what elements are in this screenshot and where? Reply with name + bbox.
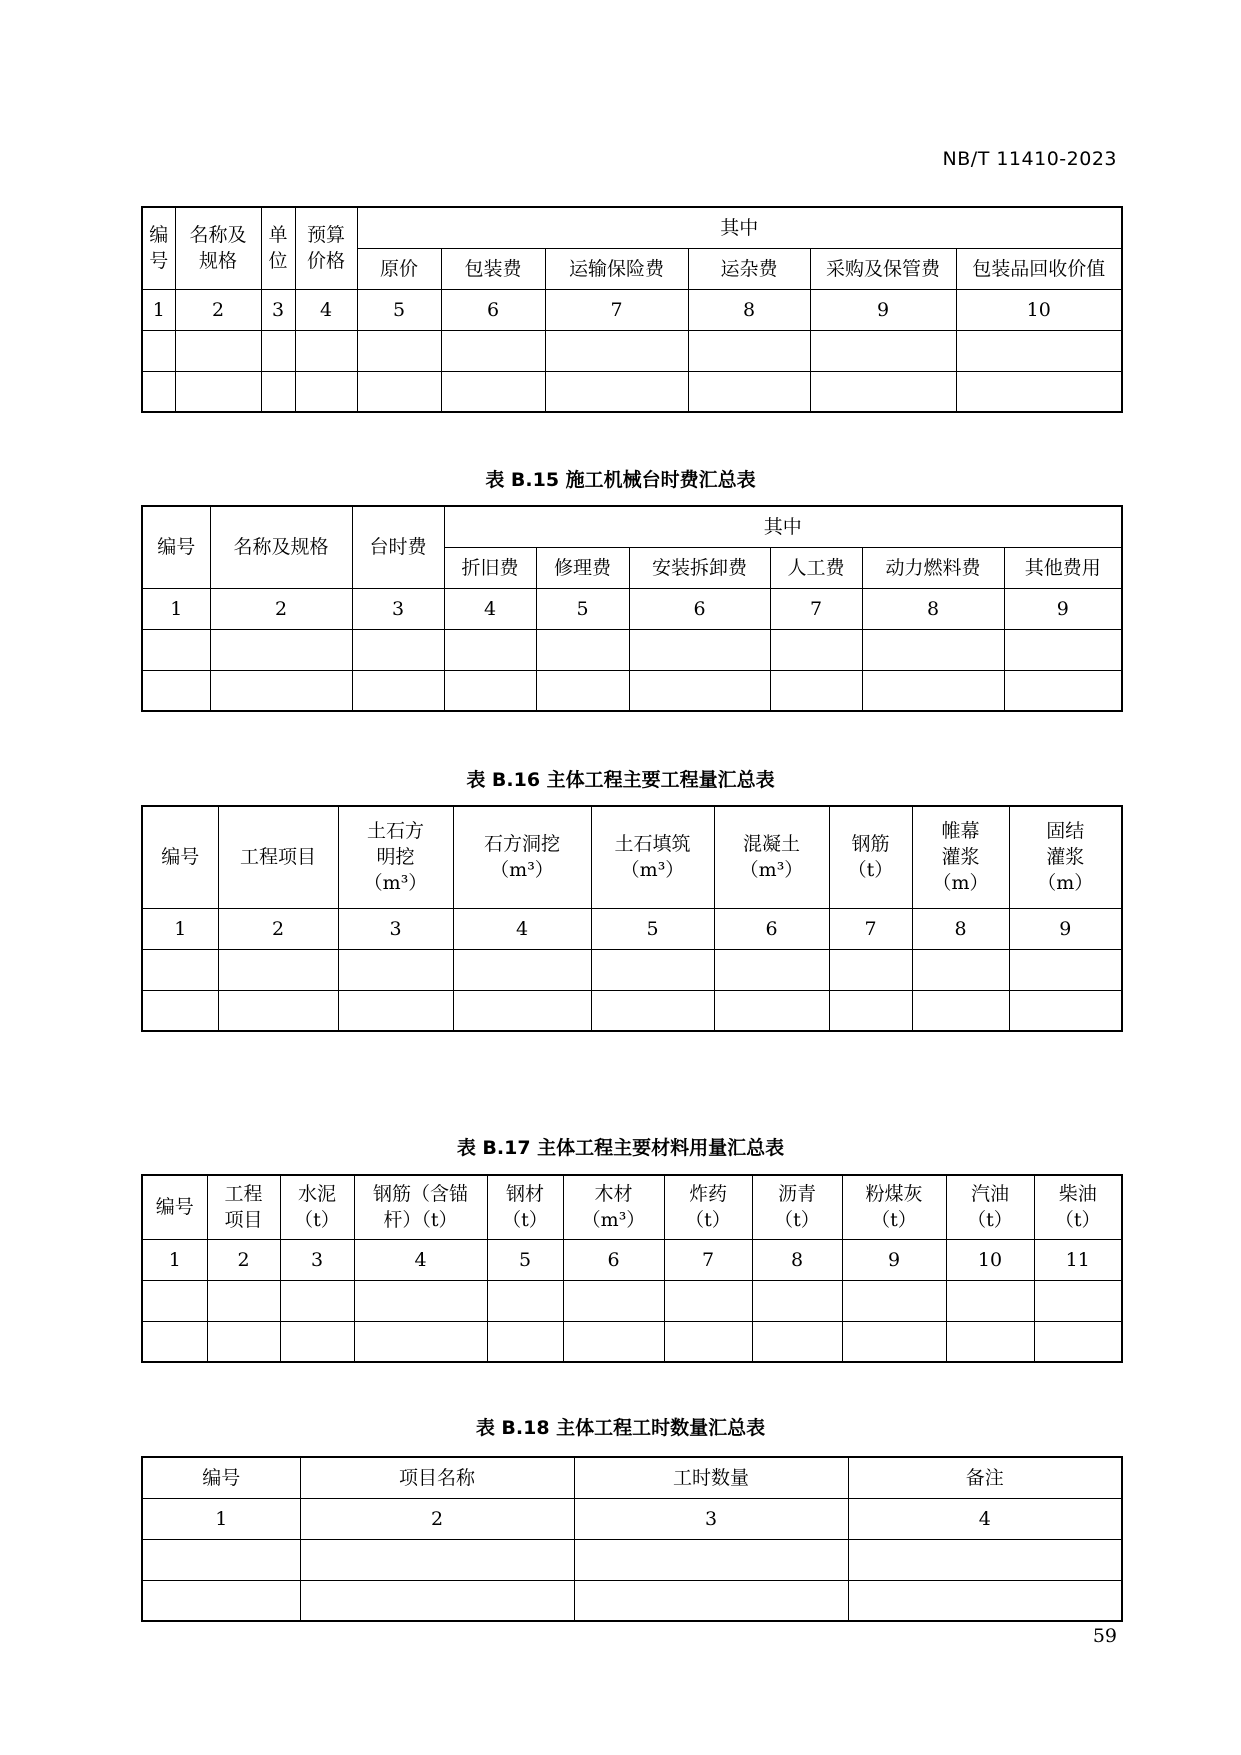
col-number: 4: [444, 588, 536, 629]
col-number: 5: [591, 908, 714, 949]
col-number: 9: [842, 1239, 946, 1280]
header-asphalt: 沥青 （t）: [752, 1175, 842, 1239]
header-no: 编号: [142, 506, 210, 588]
col-number: 6: [714, 908, 829, 949]
header-sub: 原价: [357, 248, 441, 289]
col-number: 4: [453, 908, 591, 949]
header-earth-excavation: 土石方 明挖 （m³）: [338, 806, 453, 908]
col-number: 3: [574, 1498, 848, 1539]
header-rebar-anchor: 钢筋（含锚 杆）（t）: [354, 1175, 487, 1239]
col-number: 2: [207, 1239, 280, 1280]
empty-row: [142, 330, 1122, 371]
header-concrete: 混凝土 （m³）: [714, 806, 829, 908]
col-number: 8: [912, 908, 1009, 949]
header-name-spec: 名称及规格: [210, 506, 352, 588]
empty-row: [142, 1580, 1122, 1621]
col-number: 3: [352, 588, 444, 629]
empty-row: [142, 629, 1122, 670]
header-remarks: 备注: [848, 1457, 1122, 1498]
table-b17: [141, 1174, 1123, 1363]
caption-b15: 表 B.15 施工机械台时费汇总表: [485, 469, 756, 491]
header-sub: 安装拆卸费: [629, 547, 770, 588]
col-number: 4: [848, 1498, 1122, 1539]
header-budget-price: 预算 价格: [295, 207, 357, 289]
header-gasoline: 汽油 （t）: [946, 1175, 1034, 1239]
standard-code: NB/T 11410-2023: [942, 148, 1117, 170]
col-number: 2: [175, 289, 261, 330]
header-sub: 修理费: [536, 547, 629, 588]
table-b18: [141, 1456, 1123, 1622]
header-sub: 运输保险费: [545, 248, 688, 289]
header-project: 工程 项目: [207, 1175, 280, 1239]
header-unit: 单 位: [261, 207, 295, 289]
header-sub: 采购及保管费: [810, 248, 956, 289]
table-b15: [141, 505, 1123, 712]
col-number: 3: [280, 1239, 354, 1280]
col-number: 1: [142, 588, 210, 629]
header-hourly-cost: 台时费: [352, 506, 444, 588]
col-number: 8: [688, 289, 810, 330]
header-sub: 包装费: [441, 248, 545, 289]
col-number: 1: [142, 289, 175, 330]
col-number: 4: [354, 1239, 487, 1280]
page-number: 59: [1092, 1625, 1117, 1647]
col-number: 1: [142, 1498, 300, 1539]
col-number: 1: [142, 908, 218, 949]
header-explosive: 炸药 （t）: [664, 1175, 752, 1239]
header-consolidation-grout: 固结 灌浆 （m）: [1009, 806, 1122, 908]
col-number: 7: [545, 289, 688, 330]
col-number: 7: [664, 1239, 752, 1280]
empty-row: [142, 1280, 1122, 1321]
number-row: [142, 1498, 1122, 1539]
caption-b18: 表 B.18 主体工程工时数量汇总表: [475, 1417, 766, 1439]
col-number: 6: [629, 588, 770, 629]
col-number: 10: [946, 1239, 1034, 1280]
empty-row: [142, 949, 1122, 990]
header-name-spec: 名称及 规格: [175, 207, 261, 289]
number-row: [142, 908, 1122, 949]
header-no: 编号: [142, 1175, 207, 1239]
col-number: 4: [295, 289, 357, 330]
col-number: 9: [1009, 908, 1122, 949]
empty-row: [142, 1321, 1122, 1362]
header-fill: 土石填筑 （m³）: [591, 806, 714, 908]
col-number: 11: [1034, 1239, 1122, 1280]
col-number: 5: [357, 289, 441, 330]
header-no: 编号: [142, 1457, 300, 1498]
empty-row: [142, 371, 1122, 412]
header-rebar: 钢筋 （t）: [829, 806, 912, 908]
empty-row: [142, 990, 1122, 1031]
col-number: 8: [752, 1239, 842, 1280]
header-group: 其中: [444, 506, 1122, 547]
table-b16: [141, 805, 1123, 1032]
header-no: 编号: [142, 806, 218, 908]
col-number: 3: [338, 908, 453, 949]
header-group: 其中: [357, 207, 1122, 248]
col-number: 10: [956, 289, 1122, 330]
header-sub: 其他费用: [1004, 547, 1122, 588]
col-number: 9: [1004, 588, 1122, 629]
col-number: 2: [210, 588, 352, 629]
header-no: 编 号: [142, 207, 175, 289]
table-b14: [141, 206, 1123, 413]
header-project: 工程项目: [218, 806, 338, 908]
header-fly-ash: 粉煤灰 （t）: [842, 1175, 946, 1239]
header-sub: 包装品回收价值: [956, 248, 1122, 289]
header-item-name: 项目名称: [300, 1457, 574, 1498]
header-steel: 钢材 （t）: [487, 1175, 563, 1239]
empty-row: [142, 1539, 1122, 1580]
header-cement: 水泥 （t）: [280, 1175, 354, 1239]
number-row: [142, 588, 1122, 629]
col-number: 2: [218, 908, 338, 949]
header-rock-tunnel: 石方洞挖 （m³）: [453, 806, 591, 908]
header-sub: 运杂费: [688, 248, 810, 289]
header-sub: 动力燃料费: [862, 547, 1004, 588]
number-row: [142, 289, 1122, 330]
col-number: 2: [300, 1498, 574, 1539]
col-number: 7: [829, 908, 912, 949]
col-number: 9: [810, 289, 956, 330]
col-number: 6: [563, 1239, 664, 1280]
col-number: 6: [441, 289, 545, 330]
col-number: 7: [770, 588, 862, 629]
col-number: 1: [142, 1239, 207, 1280]
header-timber: 木材 （m³）: [563, 1175, 664, 1239]
header-sub: 折旧费: [444, 547, 536, 588]
col-number: 8: [862, 588, 1004, 629]
header-diesel: 柴油 （t）: [1034, 1175, 1122, 1239]
caption-b17: 表 B.17 主体工程主要材料用量汇总表: [456, 1137, 785, 1159]
col-number: 3: [261, 289, 295, 330]
number-row: [142, 1239, 1122, 1280]
col-number: 5: [536, 588, 629, 629]
col-number: 5: [487, 1239, 563, 1280]
header-sub: 人工费: [770, 547, 862, 588]
empty-row: [142, 670, 1122, 711]
header-hours: 工时数量: [574, 1457, 848, 1498]
header-curtain-grout: 帷幕 灌浆 （m）: [912, 806, 1009, 908]
caption-b16: 表 B.16 主体工程主要工程量汇总表: [466, 769, 775, 791]
